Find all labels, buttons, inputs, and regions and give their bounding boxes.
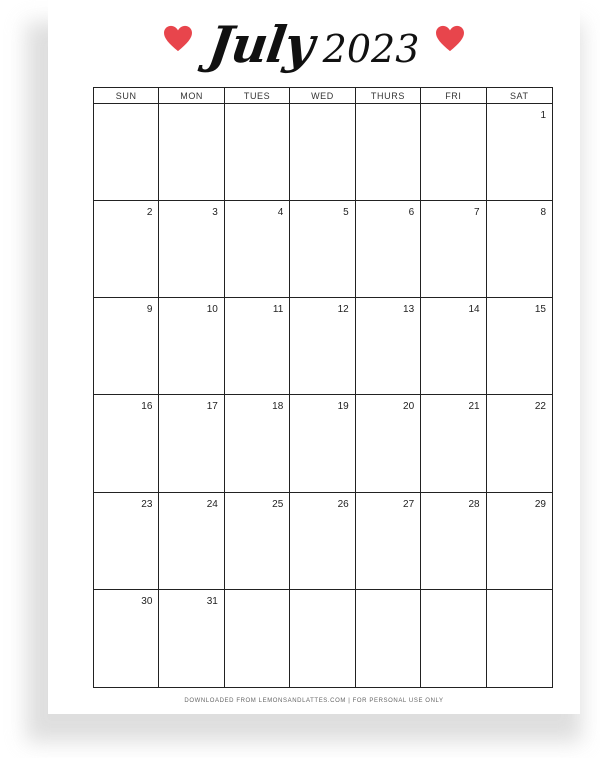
- day-cell: [159, 104, 224, 201]
- day-cell: [290, 104, 355, 201]
- day-number: 29: [534, 498, 546, 510]
- day-cell: [290, 298, 355, 395]
- heart-left-shape: [164, 26, 192, 51]
- day-number: 20: [403, 401, 415, 413]
- day-cell: [225, 104, 290, 201]
- day-number: 24: [206, 498, 218, 510]
- weekday-header: MON: [159, 88, 224, 104]
- day-cell: [421, 104, 486, 201]
- day-cell: [356, 395, 421, 492]
- day-number: 15: [534, 304, 546, 316]
- day-number: 25: [272, 498, 284, 510]
- footer-note: DOWNLOADED FROM LEMONSANDLATTES.COM | FOR PERSONAL USE ONLY: [184, 698, 444, 704]
- weekday-header: SUN: [94, 88, 159, 104]
- day-cell: [159, 395, 224, 492]
- day-number: 13: [403, 304, 415, 316]
- day-number: 17: [206, 401, 218, 413]
- day-number: 16: [141, 401, 153, 413]
- weekday-header: TUES: [225, 88, 290, 104]
- title-row: [48, 6, 580, 82]
- day-cell: [421, 395, 486, 492]
- day-cell: [487, 395, 552, 492]
- day-cell: [225, 590, 290, 687]
- day-cell: [421, 201, 486, 298]
- day-cell: [487, 590, 552, 687]
- day-number: 4: [277, 207, 284, 219]
- day-cell: [159, 590, 224, 687]
- day-number: 18: [272, 401, 284, 413]
- day-cell: [290, 395, 355, 492]
- day-cell: [225, 298, 290, 395]
- day-cell: [421, 493, 486, 590]
- day-number: 10: [206, 304, 218, 316]
- day-number: 3: [212, 207, 218, 219]
- day-cell: [487, 104, 552, 201]
- day-number: 1: [540, 110, 546, 121]
- title-month: July: [204, 14, 317, 74]
- day-cell: [94, 590, 159, 687]
- day-number: 12: [337, 304, 349, 316]
- day-number: 7: [474, 207, 480, 219]
- day-cell: [290, 590, 355, 687]
- day-cell: [356, 104, 421, 201]
- weekday-header: WED: [290, 88, 355, 104]
- day-cell: [356, 590, 421, 687]
- heart-right-icon: [435, 25, 465, 53]
- weekday-header: SAT: [487, 88, 552, 104]
- day-cell: [487, 493, 552, 590]
- weekday-header: FRI: [421, 88, 486, 104]
- day-number: 14: [468, 304, 480, 316]
- page-title: [203, 15, 426, 74]
- day-cell: [159, 298, 224, 395]
- day-cell: [290, 493, 355, 590]
- heart-right-shape: [436, 26, 464, 51]
- day-number: 31: [206, 595, 218, 607]
- title-year: 2023: [322, 26, 420, 71]
- day-number: 2: [146, 207, 153, 219]
- day-cell: [487, 201, 552, 298]
- weekday-header: THURS: [356, 88, 421, 104]
- day-number: 11: [272, 304, 284, 316]
- day-cell: [356, 493, 421, 590]
- day-cell: [159, 493, 224, 590]
- day-number: 22: [534, 401, 546, 413]
- day-number: 21: [468, 401, 480, 413]
- day-cell: [94, 395, 159, 492]
- day-number: 6: [408, 207, 415, 219]
- day-number: 19: [337, 401, 349, 413]
- day-cell: [487, 298, 552, 395]
- day-cell: [356, 298, 421, 395]
- day-cell: [421, 590, 486, 687]
- day-cell: [225, 493, 290, 590]
- day-number: 8: [540, 207, 546, 219]
- day-cell: [290, 201, 355, 298]
- day-cell: [94, 298, 159, 395]
- day-cell: [421, 298, 486, 395]
- day-number: 5: [343, 207, 349, 219]
- calendar-page: [48, 0, 580, 714]
- day-number: 26: [337, 498, 349, 510]
- day-cell: [94, 104, 159, 201]
- day-cell: [225, 201, 290, 298]
- day-number: 30: [141, 595, 153, 607]
- day-cell: [356, 201, 421, 298]
- day-number: 9: [146, 304, 153, 316]
- calendar-grid: [93, 87, 553, 688]
- day-number: 27: [403, 498, 415, 510]
- day-cell: [94, 493, 159, 590]
- day-cell: [94, 201, 159, 298]
- day-number: 23: [141, 498, 153, 510]
- day-number: 28: [468, 498, 480, 510]
- day-cell: [225, 395, 290, 492]
- heart-left-icon: [163, 25, 193, 53]
- day-cell: [159, 201, 224, 298]
